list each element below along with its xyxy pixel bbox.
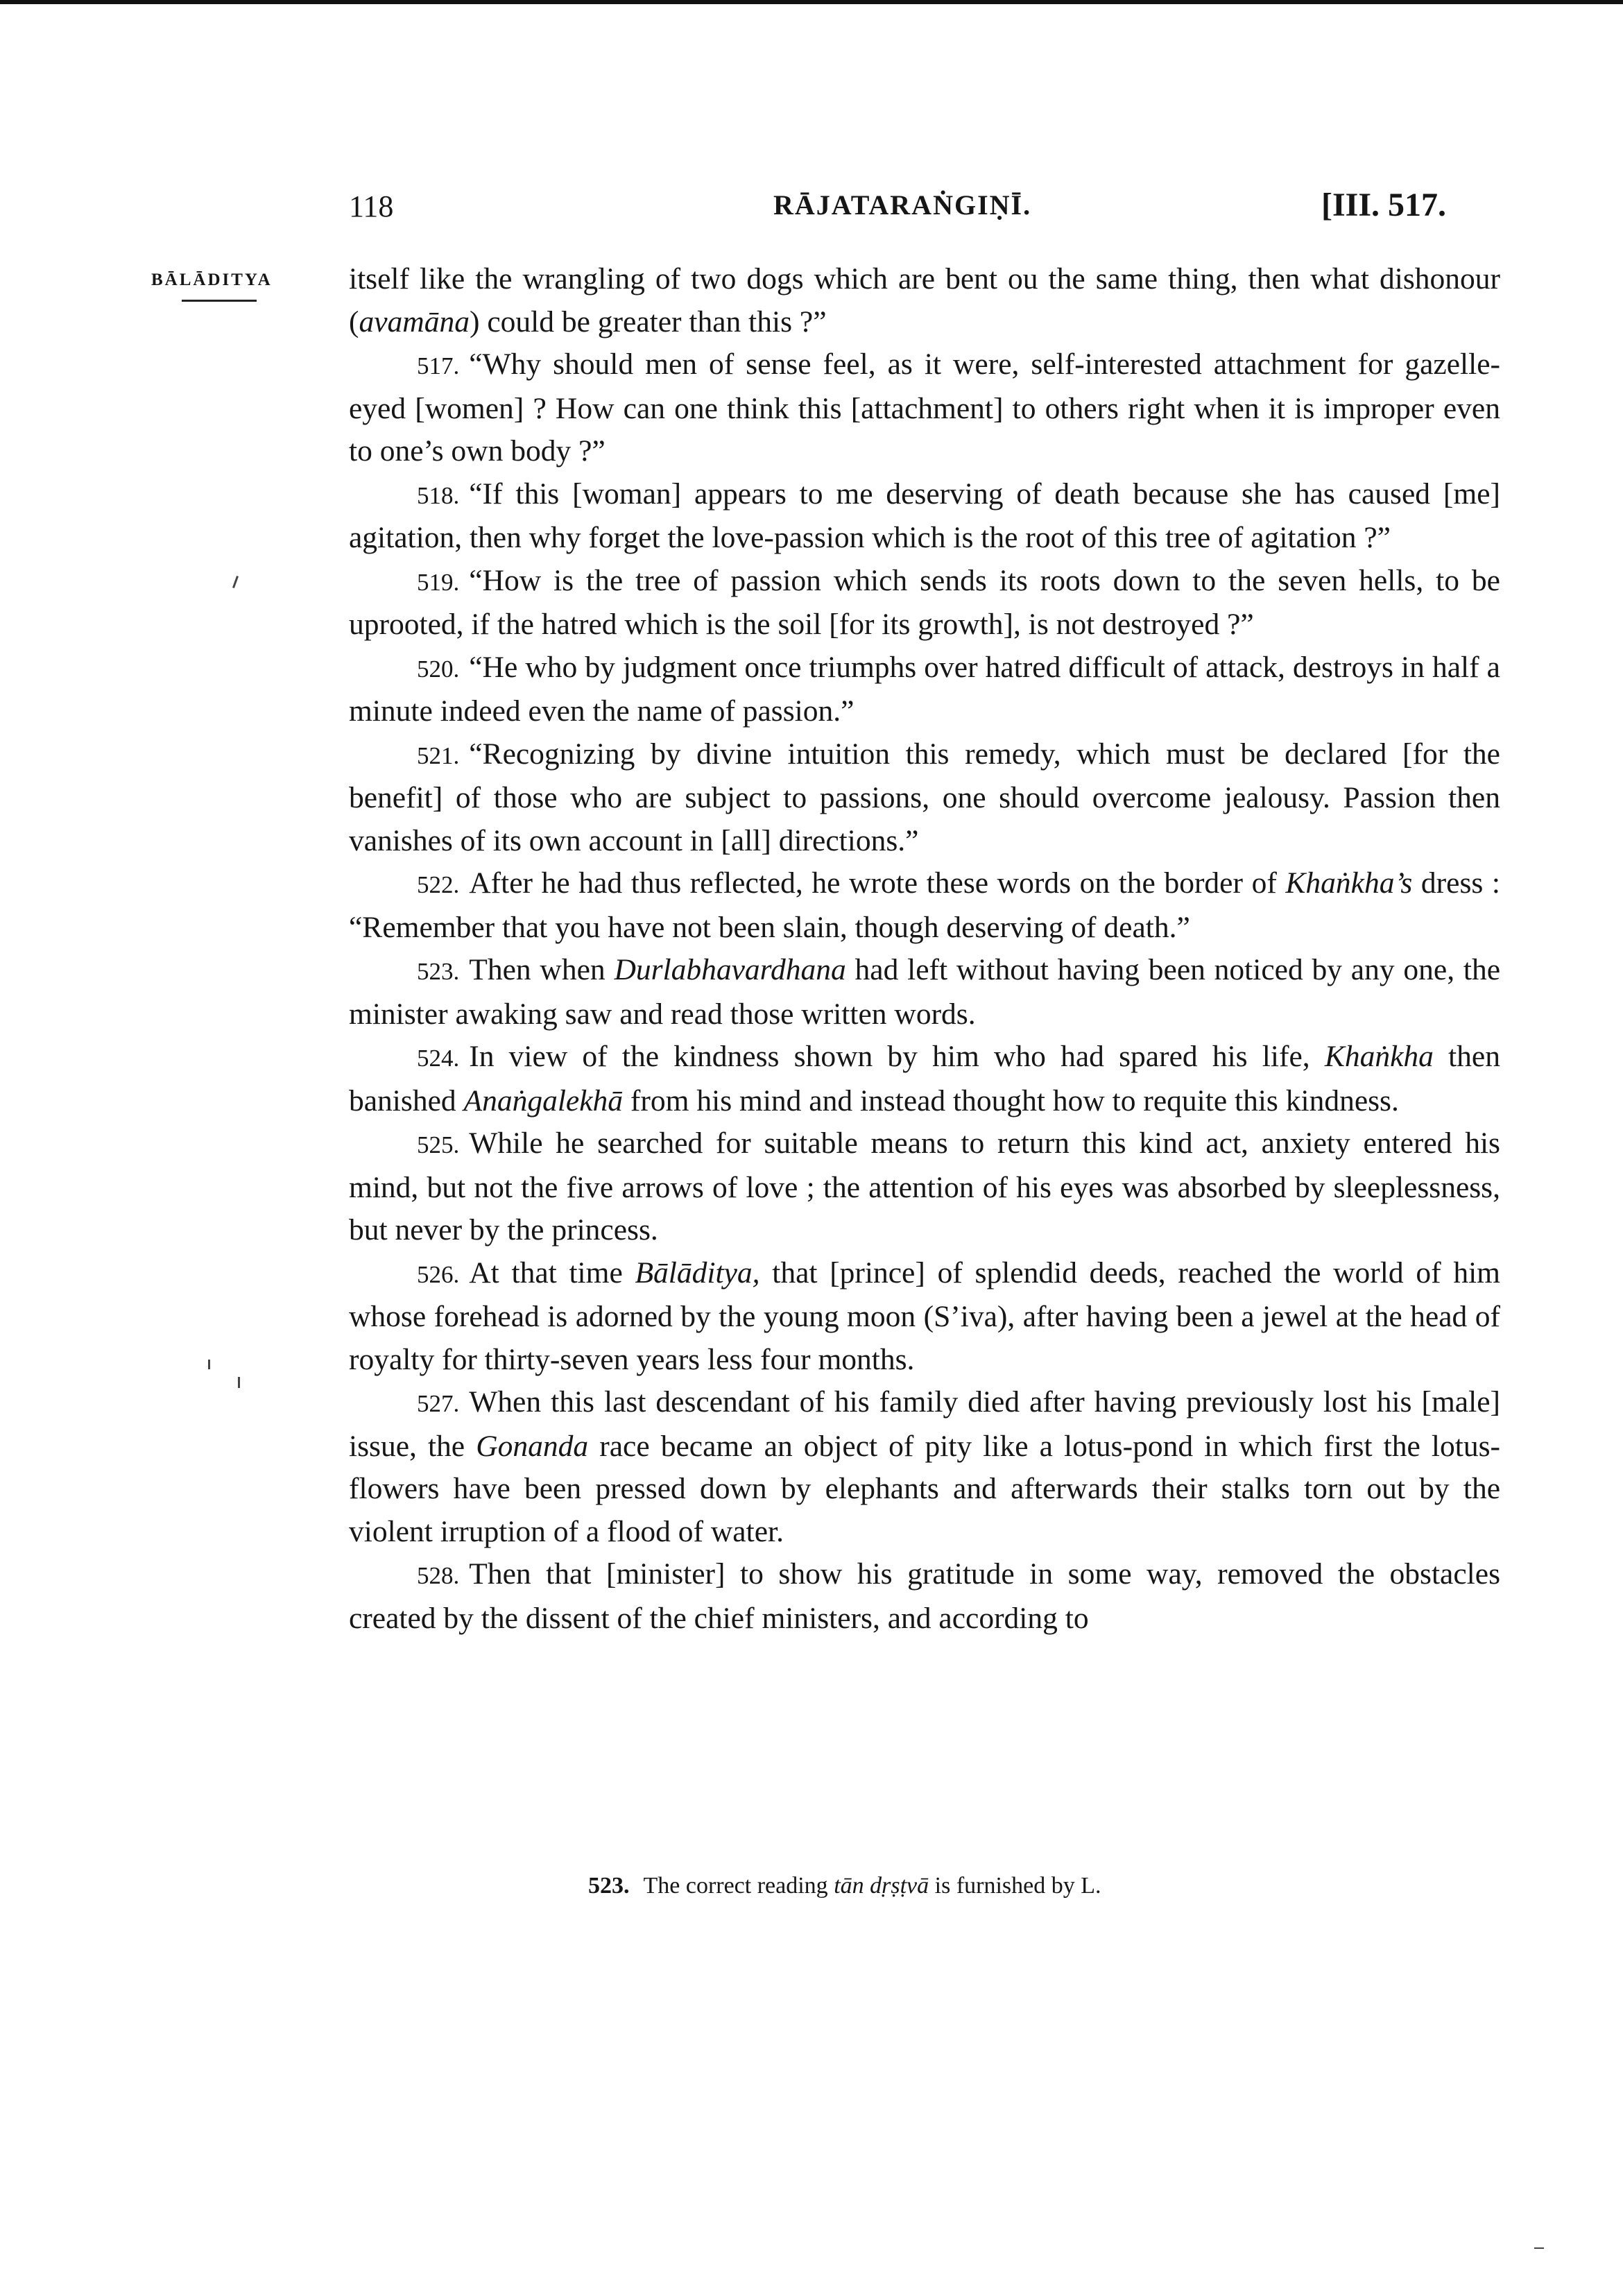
verse-number: 521. bbox=[417, 742, 460, 769]
verse-number: 527. bbox=[417, 1390, 460, 1417]
text-run: itself like the wrangling of two dogs which are bent ou the same thing, then what dishonour ( bbox=[349, 262, 1500, 339]
italic-term: avamāna bbox=[359, 305, 470, 339]
scan-speck bbox=[232, 576, 239, 588]
main-text-block bbox=[349, 258, 1500, 1640]
text-run: from his mind and instead thought how to requite this kindness. bbox=[623, 1083, 1399, 1117]
text-run: At that time bbox=[469, 1256, 635, 1290]
verse-number: 525. bbox=[417, 1131, 460, 1158]
verse-paragraph bbox=[349, 646, 1500, 733]
text-run: After he had thus reflected, he wrote these words on the border of bbox=[469, 866, 1286, 900]
text-run: The correct reading bbox=[643, 1873, 834, 1899]
verse-paragraph bbox=[349, 862, 1500, 949]
footnote-number: 523. bbox=[588, 1873, 630, 1899]
verse-paragraph bbox=[349, 733, 1500, 863]
verse-number: 526. bbox=[417, 1260, 460, 1288]
italic-term: Anaṅgalekhā bbox=[463, 1083, 624, 1117]
verse-paragraph bbox=[349, 1036, 1500, 1122]
text-run: “Recognizing by divine intuition this remedy, which must be declared [for the benefit] of those who are subject to passions, one should overcome jealousy. Passion then vanishes of its own account in [all] directions.” bbox=[349, 737, 1500, 857]
verse-number: 518. bbox=[417, 481, 460, 509]
page-top-border bbox=[0, 0, 1623, 4]
footnote-text bbox=[644, 1873, 1101, 1899]
verse-number: 523. bbox=[417, 958, 460, 985]
continued-paragraph bbox=[349, 258, 1500, 343]
verse-reference: [III. 517. bbox=[1321, 187, 1447, 223]
text-run: “Why should men of sense feel, as it were, self-interested attachment for gazelle-eyed [women] ? How can one think this [attachment] to others right when it is improper even to one’s own body ?” bbox=[349, 348, 1500, 468]
text-run: “How is the tree of passion which sends its roots down to the seven hells, to be uprooted, if the hatred which is the soil [for its growth], is not destroyed ?” bbox=[349, 563, 1500, 641]
marginal-note-rule bbox=[182, 300, 257, 302]
text-run: When this last descendant of his family died after having previously lost his [male] issue, the bbox=[349, 1385, 1500, 1463]
verse-paragraph bbox=[349, 560, 1500, 646]
verse-paragraph bbox=[349, 949, 1500, 1036]
italic-term: Bālāditya, bbox=[635, 1256, 760, 1290]
text-run: then banished bbox=[349, 1040, 1500, 1117]
text-run: that [prince] of splendid deeds, reached the world of him whose forehead is adorned by the young moon (S’iva), after having been a jewel at the head of royalty for thirty-seven years less four months. bbox=[349, 1256, 1500, 1376]
italic-term: Khaṅkha bbox=[1324, 1040, 1434, 1073]
page-number: 118 bbox=[349, 189, 394, 223]
verse-number: 528. bbox=[417, 1562, 460, 1589]
text-run: Then that [minister] to show his gratitude in some way, removed the obstacles created by the dissent of the chief ministers, and according to bbox=[349, 1557, 1500, 1635]
marginal-note: BĀLĀDITYA bbox=[151, 271, 273, 289]
italic-term: Durlabhavardhana bbox=[614, 953, 846, 986]
verse-paragraph bbox=[349, 473, 1500, 560]
verse-paragraph bbox=[349, 1553, 1500, 1640]
verse-paragraph bbox=[349, 343, 1500, 473]
text-run: ) could be greater than this ?” bbox=[469, 305, 827, 339]
verse-number: 522. bbox=[417, 871, 460, 898]
verse-paragraph bbox=[349, 1381, 1500, 1553]
text-run: dress : “Remember that you have not been slain, though deserving of death.” bbox=[349, 866, 1500, 944]
italic-term: Khaṅkha’s bbox=[1285, 866, 1413, 900]
footnote bbox=[588, 1873, 1101, 1899]
verse-number: 524. bbox=[417, 1045, 460, 1072]
text-run: race became an object of pity like a lotus-pond in which first the lotus-flowers have been pressed down by elephants and afterwards their stalks torn out by the violent irruption of a flood of water. bbox=[349, 1429, 1500, 1548]
running-title: RĀJATARAṄGIṆĪ. bbox=[773, 189, 1032, 221]
scan-speck bbox=[1534, 2247, 1544, 2249]
verse-paragraph bbox=[349, 1252, 1500, 1382]
verse-number: 519. bbox=[417, 568, 460, 596]
scan-speck bbox=[208, 1360, 210, 1369]
verse-number: 517. bbox=[417, 352, 460, 379]
text-run: “If this [woman] appears to me deserving of death because she has caused [me] agitation, then why forget the love-passion which is the root of this tree of agitation ?” bbox=[349, 477, 1500, 554]
text-run: Then when bbox=[469, 953, 615, 986]
text-run: “He who by judgment once triumphs over hatred difficult of attack, destroys in half a minute indeed even the name of passion.” bbox=[349, 650, 1500, 728]
text-run: While he searched for suitable means to return this kind act, anxiety entered his mind, but not the five arrows of love ; the attention of his eyes was absorbed by sleeplessness, but never by the princess. bbox=[349, 1126, 1500, 1246]
scan-speck bbox=[238, 1377, 240, 1388]
italic-term: Gonanda bbox=[476, 1429, 589, 1463]
verse-paragraph bbox=[349, 1122, 1500, 1252]
italic-term: tān dṛṣṭvā bbox=[834, 1873, 929, 1899]
text-run: In view of the kindness shown by him who had spared his life, bbox=[469, 1040, 1325, 1073]
text-run: is furnished by L. bbox=[929, 1873, 1101, 1899]
text-run: had left without having been noticed by any one, the minister awaking saw and read those written words. bbox=[349, 953, 1500, 1031]
verse-number: 520. bbox=[417, 655, 460, 683]
